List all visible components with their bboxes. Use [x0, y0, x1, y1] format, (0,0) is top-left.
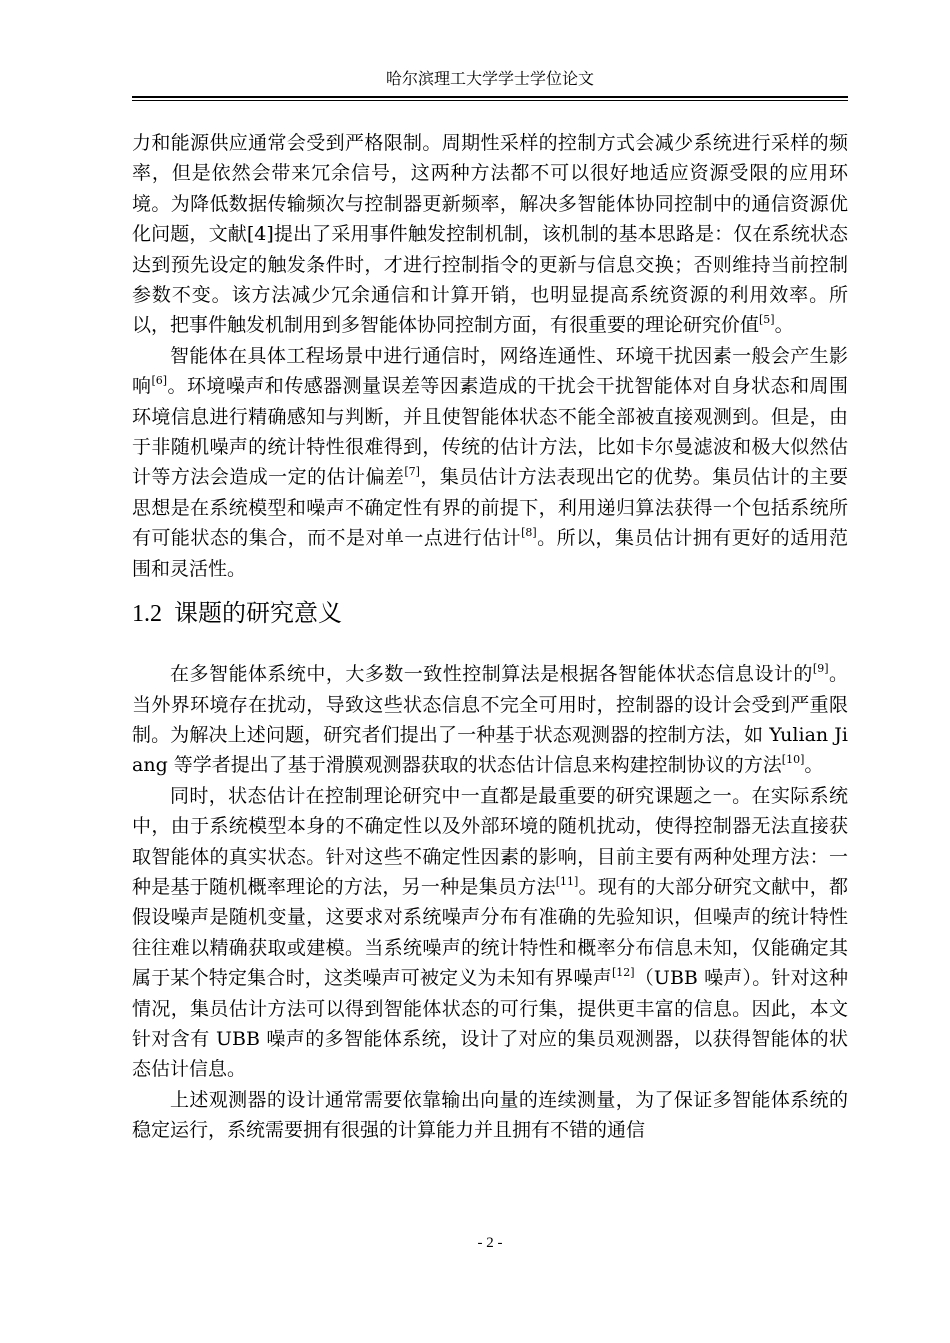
- paragraph-observer: [132, 659, 848, 781]
- paragraph-text: 。现有的大部分研究文献中，都假设噪声是随机变量，这要求对系统噪声分布有准确的先验知识，但噪声的统计特性往往难以精确获取或建模。当系统噪声的统计特性和概率分布信息未知，仅能确定其属于某个特定集合时，这类噪声可被定义为未知有界噪声: [132, 875, 848, 990]
- paragraph-text: 。: [774, 314, 794, 337]
- citation-ref: [6]: [151, 374, 168, 388]
- paragraph-text: 。: [804, 754, 824, 777]
- running-header: 哈尔滨理工大学学士学位论文: [385, 69, 594, 88]
- citation-ref: [11]: [555, 874, 579, 888]
- paragraph-text: 。所以，集员估计拥有更好的适用范围和灵活性。: [132, 527, 848, 580]
- paragraph-text: 同时，状态估计在控制理论研究中一直都是最重要的研究课题之一。在实际系统中，由于系统模型本身的不确定性以及外部环境的随机扰动，使得控制器无法直接获取智能体的真实状态。针对这些不确定性因素的影响，目前主要有两种处理方法：一种是基于随机概率理论的方法，另一种是集员方法: [132, 784, 848, 898]
- citation-ref: [7]: [404, 465, 420, 479]
- page-body: [132, 128, 848, 1146]
- paragraph-text: ，集员估计方法表现出它的优势。集员估计的主要思想是在系统模型和噪声不确定性有界的前提下，利用递归算法获得一个包括系统所有可能状态的集合，而不是对单一点进行估计: [132, 466, 848, 550]
- header-rule-thin: [132, 100, 848, 101]
- section-number: 1.2: [132, 601, 162, 628]
- citation-ref: [12]: [611, 966, 635, 980]
- section-heading: [132, 593, 848, 634]
- paragraph-communication: [132, 1085, 848, 1146]
- paragraph-text: （UBB 噪声）。针对这种情况，集员估计方法可以得到智能体状态的可行集，提供更丰富的信息。因此，本文针对含有 UBB 噪声的多智能体系统，设计了对应的集员观测器，以获得智能体的状态估计信息。: [132, 967, 848, 1081]
- citation-ref: [8]: [521, 526, 537, 540]
- page-number: - 2 -: [477, 1235, 503, 1251]
- paragraph-set-membership: [132, 341, 848, 584]
- header-rule-thick: [132, 96, 848, 98]
- paragraph-text: 智能体在具体工程场景中进行通信时，网络连通性、环境干扰因素一般会产生影响: [132, 344, 848, 398]
- paragraph-text: 上述观测器的设计通常需要依靠输出向量的连续测量，为了保证多智能体系统的稳定运行，系统需要拥有很强的计算能力并且拥有不错的通信: [132, 1088, 848, 1142]
- paragraph-text: 力和能源供应通常会受到严格限制。周期性采样的控制方式会减少系统进行采样的频率，但是依然会带来冗余信号，这两种方法都不可以很好地适应资源受限的应用环境。为降低数据传输频次与控制器更新频率，解决多智能体协同控制中的通信资源优化问题，文献[4]提出了采用事件触发控制机制，该机制的基本思路是：仅在系统状态达到预先设定的触发条件时，才进行控制指令的更新与信息交换；否则维持当前控制参数不变。该方法减少冗余通信和计算开销，也明显提高系统资源的利用效率。所以，把事件触发机制用到多智能体协同控制方面，有很重要的理论研究价值: [132, 132, 848, 337]
- paragraph-state-estimation: [132, 781, 848, 1085]
- paragraph-text: 在多智能体系统中，大多数一致性控制算法是根据各智能体状态信息设计的: [170, 663, 813, 686]
- citation-ref: [5]: [759, 313, 775, 327]
- citation-ref: [9]: [812, 662, 829, 676]
- section-title: 课题的研究意义: [174, 599, 342, 628]
- citation-ref: [10]: [781, 753, 805, 767]
- paragraph-text: 。环境噪声和传感器测量误差等因素造成的干扰会干扰智能体对自身状态和周围环境信息进行精确感知与判断，并且使智能体状态不能全部被直接观测到。但是，由于非随机噪声的统计特性很难得到，传统的估计方法，比如卡尔曼滤波和极大似然估计等方法会造成一定的估计偏差: [132, 375, 848, 489]
- paragraph-text: 。当外界环境存在扰动，导致这些状态信息不完全可用时，控制器的设计会受到严重限制。为解决上述问题，研究者们提出了一种基于状态观测器的控制方法，如 Yulian Jiang 等学者提出了基于滑膜观测器获取的状态估计信息来构建控制协议的方法: [132, 663, 848, 777]
- paragraph-continued: [132, 128, 848, 341]
